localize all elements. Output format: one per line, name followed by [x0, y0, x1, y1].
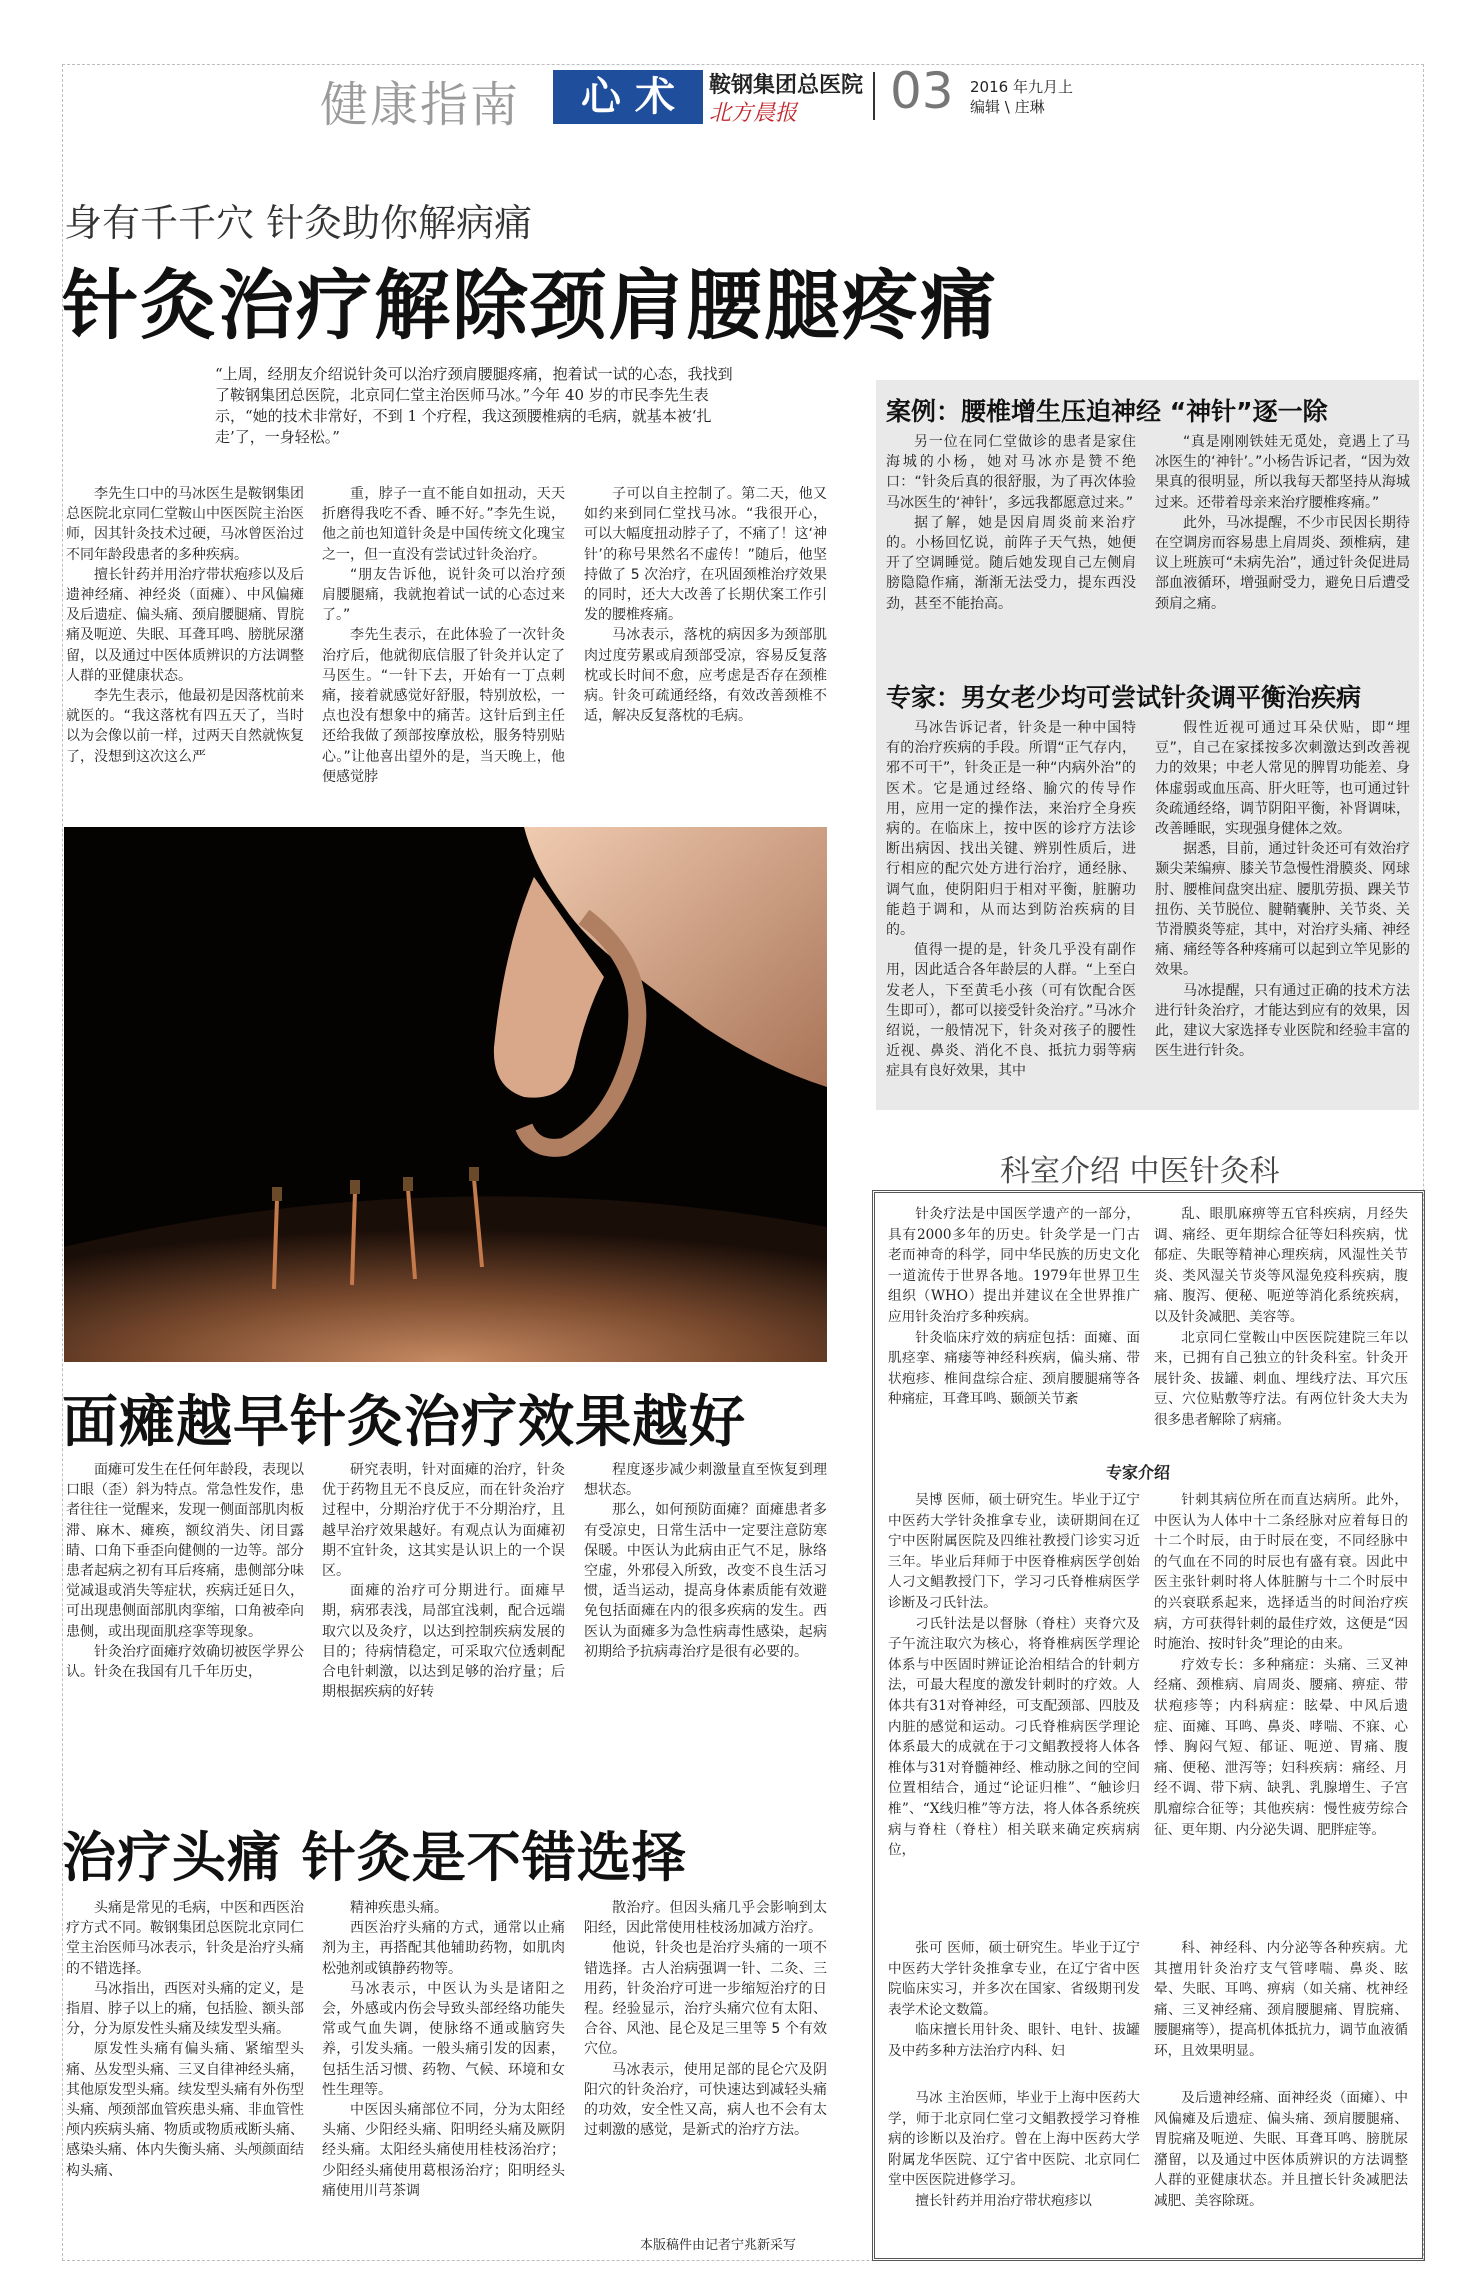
paragraph: 针灸治疗面瘫疗效确切被医学界公认。针灸在我国有几千年历史，	[66, 1643, 304, 1681]
paragraph: 擅长针药并用治疗带状疱疹以	[915, 2192, 1092, 2209]
paragraph: 马冰告诉记者，针灸是一种中国特有的治疗疾病的手段。所谓“正气存内，邪不可干”，针灸正是一种“内病外治”的医术。它是通过经络、腧穴的传导作用，应用一定的操作法，来治疗全身疾病的。在临床上，按中医的诊疗方法诊断出病因、找出关键、辨别性质后，进行相应的配穴处方进行治疗，通经脉、调气血，使阴阳归于相对平衡，脏腑功能趋于调和，从而达到防治疾病的目的。	[886, 720, 1136, 939]
facial-title: 面瘫越早针灸治疗效果越好	[62, 1390, 746, 1455]
article1-col1	[66, 484, 304, 767]
expert-mabing-col1	[888, 2088, 1140, 2212]
expert-title: 专家：男女老少均可尝试针灸调平衡治疾病	[886, 683, 1362, 712]
partner-logo: 北方晨报	[709, 101, 798, 126]
paragraph: 李先生表示，他最初是因落枕前来就医的。“我这落枕有四五天了，当时以为会像以前一样，过两天自然就恢复了，没想到这次这么严	[66, 688, 304, 765]
paragraph: 李先生表示，在此体验了一次针灸治疗后，他就彻底信服了针灸并认定了马医生。“一针下去，开始有一丁点刺痛，接着就感觉好舒服，特别放松，一点也没有想象中的痛苦。这针后到主任还给我做了颈部按摩放松，服务特别贴心。”让他喜出望外的是，当天晚上，他便感觉脖	[322, 627, 565, 785]
paragraph: 据悉，目前，通过针灸还可有效治疗颞尖茉编痹、膝关节急慢性滑膜炎、网球肘、腰椎间盘突出症、腰肌劳损、踝关节扭伤、关节脱位、腱鞘囊肿、关节炎、关节滑膜炎等症，其中，对治疗头痛、神经痛、痛经等各种疼痛可以起到立竿见影的效果。	[1155, 841, 1410, 979]
paragraph: 面瘫的治疗可分期进行。面瘫早期，病邪表浅，局部宜浅刺，配合远端取穴以及灸疗，以达到控制疾病发展的目的；待病情稳定，可采取穴位透刺配合电针刺激，以达到足够的治疗量；后期根据疾病的好转	[322, 1583, 565, 1701]
acupuncture-illustration	[64, 827, 827, 1362]
paragraph: 针灸临床疗效的病症包括：面瘫、面肌痉挛、痛痿等神经科疾病，偏头痛、带状疱疹、椎间盘综合症、颈肩腰腿痛等各种痛症，耳聋耳鸣、颞颌关节紊	[888, 1329, 1140, 1408]
facial-col2	[322, 1460, 565, 1702]
paragraph: 他说，针灸也是治疗头痛的一项不错选择。古人治病强调一针、二灸、三用药，针灸治疗可进一步缩短治疗的日程。经验显示，治疗头痛穴位有太阳、合谷、风池、昆仑及足三里等 5 个有效穴位。	[584, 1940, 827, 2058]
article1-col3	[584, 484, 827, 726]
paragraph: 疗效专长：多种痛症：头痛、三叉神经痛、颈椎病、肩周炎、腰痛、痹症、带状疱疹等；内科病症：眩晕、中风后遗症、面瘫、耳鸣、鼻炎、哮喘、不寐、心悸、胸闷气短、郁证、呃逆、胃痛、腹痛、便秘、泄泻等；妇科疾病：痛经、月经不调、带下病、缺乳、乳腺增生、子宫肌瘤综合征等；其他疾病：慢性疲劳综合征、更年期、内分泌失调、肥胖症等。	[1154, 1656, 1408, 1838]
paragraph: “真是刚刚铁娃无觅处，竟遇上了马冰医生的‘神针’。”小杨告诉记者，“因为效果真的很明显，所以我每天都坚持从海城过来。还带着母亲来治疗腰椎疼痛。”	[1155, 434, 1410, 511]
article1-col2	[322, 484, 565, 787]
headache-col3	[584, 1898, 827, 2140]
paragraph: 李先生口中的马冰医生是鞍钢集团总医院北京同仁堂鞍山中医医院主治医师，因其针灸技术过硬，马冰曾医治过不同年龄段患者的多种疾病。	[66, 486, 304, 563]
lead-quote: “上周，经朋友介绍说针灸可以治疗颈肩腰腿疼痛，抱着试一试的心态，我找到了鞍钢集团总医院，北京同仁堂主治医师马冰。”今年 40 岁的市民李先生表示，“她的技术非常好，不到 1 个疗程，我这颈腰椎病的毛病，就基本被‘扎走’了，一身轻松。”	[215, 365, 733, 446]
paragraph: 张可 医师，硕士研究生。毕业于辽宁中医药大学针灸推拿专业，在辽宁省中医院临床实习，并多次在国家、省级期刊发表学术论文数篇。	[888, 1940, 1140, 2018]
headache-col1	[66, 1898, 304, 2181]
paragraph: 头痛是常见的毛病，中医和西医治疗方式不同。鞍钢集团总医院北京同仁堂主治医师马冰表示，针灸是治疗头痛的不错选择。	[66, 1900, 304, 1977]
paragraph: 假性近视可通过耳朵伏贴，即“埋豆”，自己在家揉按多次刺激达到改善视力的效果；中老人常见的脾胃功能差、身体虚弱或血压高、肝火旺等，也可通过针灸疏通经络，调节阴阳平衡，补肾调味，改善睡眠，实现强身健体之效。	[1155, 720, 1410, 838]
facial-col1	[66, 1460, 304, 1682]
paragraph: 针灸疗法是中国医学遗产的一部分，具有2000多年的历史。针灸学是一门古老而神奇的科学，同中华民族的历史文化一道流传于世界各地。1979年世界卫生组织（WHO）提出并建议在全世界推广应用针灸治疗多种疾病。	[888, 1206, 1140, 1325]
section-title: 健康指南	[320, 77, 521, 133]
paragraph: 刁氏针法是以督脉（脊柱）夹脊穴及子午流注取穴为核心，将脊椎病医学理论体系与中医固时辨证论治相结合的针刺方法，可最大程度的激发针刺时的疗效。人体共有31对脊神经，可支配颈部、四肢及内脏的感觉和运动。刁氏脊椎病医学理论体系最大的成就在于刁文鲳教授将人体各椎体与31对脊髓神经、椎动脉之间的空间位置相结合，通过“论证归椎”、“触诊归椎”、“X线归椎”等方法，将人体各系统疾病与脊柱（脊柱）相关联来确定疾病病位，	[888, 1615, 1140, 1859]
paragraph: 马冰表示，中医认为头是诸阳之会，外感或内伤会导致头部经络功能失常或气血失调，使脉络不通或脑窍失养，引发头痛。一般头痛引发的因素，包括生活习惯、药物、气候、环境和女性生理等。	[322, 1980, 565, 2098]
headline-subtitle: 身有千千穴 针灸助你解病痛	[64, 201, 533, 245]
expert-zhangke-col2	[1154, 1938, 1408, 2062]
paragraph: 精神疾患头痛。	[350, 1900, 448, 1916]
editor-credit: 编辑 \ 庄琳	[970, 98, 1045, 116]
keshi-col1	[888, 1204, 1140, 1410]
header-divider	[873, 72, 875, 120]
expert-mabing-col2	[1154, 2088, 1408, 2212]
paragraph: 那么，如何预防面瘫？面瘫患者多有受凉史，日常生活中一定要注意防寒保暖。中医认为此病由正气不足，脉络空虚，外邪侵入所致，改变不良生活习惯，适当运动，提高身体素质能有效避免包括面瘫在内的很多疾病的发生。西医认为面瘫多为急性病毒性感染，起病初期给予抗病毒治疗是很有必要的。	[584, 1502, 827, 1660]
headache-col2	[322, 1898, 565, 2201]
expert-col2	[1155, 718, 1410, 1061]
paragraph: 另一位在同仁堂做诊的患者是家住海城的小杨，她对马冰亦是赞不绝口：“针灸后真的很舒服，为了再次体验马冰医生的‘神针’，多远我都愿意过来。”	[886, 434, 1136, 511]
experts-heading: 专家介绍	[1106, 1463, 1171, 1482]
paragraph: 面瘫可发生在任何年龄段，表现以口眼（歪）斜为特点。常急性发作，患者往往一觉醒来，发现一侧面部肌肉板滞、麻木、瘫痪，额纹消失、闭目露睛、口角下垂歪向健侧的一边等。部分患者起病之初有耳后疼痛，患侧部分味觉减退或消失等症状，疾病迁延日久，可出现患侧面部肌肉挛缩，口角被牵向患侧，或出现面肌痉挛等现象。	[66, 1462, 304, 1640]
paragraph: 马冰 主治医师，毕业于上海中医药大学，师于北京同仁堂刁文鲳教授学习脊椎病的诊断以及治疗。曾在上海中医药大学附属龙华医院、辽宁省中医院、北京同仁堂中医医院进修学习。	[888, 2090, 1140, 2189]
xinshu-logo: 心 术	[553, 70, 703, 124]
paragraph: 程度逐步减少刺激量直至恢复到理想状态。	[584, 1462, 827, 1499]
paragraph: 马冰指出，西医对头痛的定义，是指眉、脖子以上的痛，包括脸、额头部分，分为原发性头痛及续发型头痛。	[66, 1980, 304, 2038]
case-col2	[1155, 432, 1410, 614]
byline: 本版稿件由记者宁兆新采写	[640, 2238, 797, 2253]
expert-wubo-col2	[1154, 1490, 1408, 1840]
paragraph: “朋友告诉他，说针灸可以治疗颈肩腰腿痛，我就抱着试一试的心态过来了。”	[322, 566, 565, 624]
paragraph: 及后遗神经痛、面神经炎（面瘫）、中风偏瘫及后遗症、偏头痛、颈肩腰腿痛、胃脘痛及呃逆、失眠、耳聋耳鸣、膀胱尿潴留，以及通过中医体质辨识的方法调整人群的亚健康状态。并且擅长针灸减肥法减肥、美容除斑。	[1154, 2090, 1408, 2209]
acupuncture-photo	[64, 827, 827, 1362]
paragraph: 中医因头痛部位不同，分为太阳经头痛、少阳经头痛、阳明经头痛及厥阴经头痛。太阳经头痛使用桂枝汤治疗；少阳经头痛使用葛根汤治疗；阳明经头痛使用川芎茶调	[322, 2102, 565, 2199]
hospital-name: 鞍钢集团总医院	[709, 73, 864, 98]
paragraph: 北京同仁堂鞍山中医医院建院三年以来，已拥有自己独立的针灸科室。针灸开展针灸、拔罐、刺血、埋线疗法、耳穴压豆、穴位贴敷等疗法。有两位针灸大夫为很多患者解除了病痛。	[1154, 1329, 1408, 1428]
headache-title: 治疗头痛 针灸是不错选择	[62, 1826, 687, 1889]
paragraph: 此外，马冰提醒，不少市民因长期待在空调房而容易患上肩周炎、颈椎病，建议上班族可“未病先治”，通过针灸促进局部血液循环，增强耐受力，避免日后遭受颈肩之痛。	[1155, 514, 1410, 612]
expert-wubo-col1	[888, 1490, 1140, 1861]
paragraph: 针刺其病位所在而直达病所。此外，中医认为人体中十二条经脉对应着每日的十二个时辰，由于时辰在变，不同经脉中的气血在不同的时辰也有盛有衰。因此中医主张针刺时将人体脏腑与十二个时辰中的兴衰联系起来，选择适当的时间治疗疾病，方可获得针刺的最佳疗效，这便是“因时施治、按时针灸”理论的由来。	[1154, 1492, 1408, 1653]
paragraph: 研究表明，针对面瘫的治疗，针灸优于药物且无不良反应，而在针灸治疗过程中，分期治疗优于不分期治疗，且越早治疗效果越好。有观点认为面瘫初期不宜针灸，这其实是认识上的一个误区。	[322, 1462, 565, 1580]
paragraph: 散治疗。但因头痛几乎会影响到太阳经，因此常使用桂枝汤加减方治疗。	[584, 1900, 827, 1937]
case-col1	[886, 432, 1136, 614]
paragraph: 科、神经科、内分泌等各种疾病。尤其擅用针灸治疗支气管哮喘、鼻炎、眩晕、失眠、耳鸣、痹病（如关痛、枕神经痛、三叉神经痛、颈肩腰腿痛、胃脘痛、腰腿痛等），提高机体抵抗力，调节血液循环，且效果明显。	[1154, 1940, 1408, 2059]
paragraph: 吴博 医师，硕士研究生。毕业于辽宁中医药大学针灸推拿专业，读研期间在辽宁中医附属医院及四维社教授门诊实习近三年。毕业后拜师于中医脊椎病医学创始人刁文鲳教授门下，学习刁氏脊椎病医学诊断及刁氏针法。	[888, 1492, 1140, 1611]
paragraph: 重，脖子一直不能自如扭动，天天折磨得我吃不香、睡不好。”李先生说，他之前也知道针灸是中国传统文化瑰宝之一，但一直没有尝试过针灸治疗。	[322, 486, 565, 563]
page-number: 03	[890, 62, 954, 120]
paragraph: 擅长针药并用治疗带状疱疹以及后遗神经痛、神经炎（面瘫）、中风偏瘫及后遗症、偏头痛、颈肩腰腿痛、胃脘痛及呃逆、失眠、耳聋耳鸣、膀胱尿潴留，以及通过中医体质辨识的方法调整人群的亚健康状态。	[66, 566, 304, 684]
paragraph: 西医治疗头痛的方式，通常以止痛剂为主，再搭配其他辅助药物，如肌肉松弛剂或镇静药物等。	[322, 1920, 565, 1977]
expert-col1	[886, 718, 1136, 1082]
paragraph: 原发性头痛有偏头痛、紧缩型头痛、丛发型头痛、三叉自律神经头痛，其他原发型头痛。续发型头痛有外伤型头痛、颅颈部血管疾患头痛、非血管性颅内疾病头痛、物质或物质戒断头痛、感染头痛、体内失衡头痛、头颅颜面结构头痛、	[66, 2041, 304, 2179]
paragraph: 值得一提的是，针灸几乎没有副作用，因此适合各年龄层的人群。“上至白发老人，下至黄毛小孩（可有饮配合医生即可），都可以接受针灸治疗。”马冰介绍说，一般情况下，针灸对孩子的腰性近视、鼻炎、消化不良、抵抗力弱等病症具有良好效果，其中	[886, 942, 1136, 1080]
paragraph: 马冰表示，落枕的病因多为颈部肌肉过度劳累或肩颈部受凉，容易反复落枕或长时间不愈，应考虑是否存在颈椎病。针灸可疏通经络，有效改善颈椎不适，解决反复落枕的毛病。	[584, 627, 827, 725]
keshi-col2	[1154, 1204, 1408, 1431]
case-title: 案例：腰椎增生压迫神经 “神针”逐一除	[886, 397, 1328, 426]
paragraph: 乱、眼肌麻痹等五官科疾病，月经失调、痛经、更年期综合征等妇科疾病，忧郁症、失眠等精神心理疾病，风湿性关节炎、类风湿关节炎等风湿免疫科疾病，腹痛、腹泻、便秘、呃逆等消化系统疾病，以及针灸减肥、美容等。	[1154, 1206, 1408, 1325]
paragraph: 马冰提醒，只有通过正确的技术方法进行针灸治疗，才能达到应有的效果，因此，建议大家选择专业医院和经验丰富的医生进行针灸。	[1155, 982, 1410, 1060]
headline-title: 针灸治疗解除颈肩腰腿疼痛	[62, 261, 998, 350]
keshi-title: 科室介绍 中医针灸科	[1000, 1154, 1280, 1189]
paragraph: 子可以自主控制了。第二天，他又如约来到同仁堂找马冰。“我很开心，可以大幅度扭动脖子了，不痛了！这‘神针’的称号果然名不虚传！”随后，他坚持做了 5 次治疗，在巩固颈椎治疗效果的同时，还大大改善了长期伏案工作引发的腰椎疼痛。	[584, 486, 827, 624]
paragraph: 临床擅长用针灸、眼针、电针、拔罐及中药多种方法治疗内科、妇	[888, 2022, 1140, 2059]
paragraph: 据了解，她是因肩周炎前来治疗的。小杨回忆说，前阵子天气热，她便开了空调睡觉。随后她发现自己左侧肩膀隐隐作痛，渐渐无法受力，提东西没劲，甚至不能抬高。	[886, 514, 1136, 612]
expert-zhangke-col1	[888, 1938, 1140, 2062]
facial-col3	[584, 1460, 827, 1662]
issue-date: 2016 年九月上	[970, 78, 1073, 96]
paragraph: 马冰表示，使用足部的昆仑穴及阴阳穴的针灸治疗，可快速达到减轻头痛的功效，安全性又高，病人也不会有太过刺激的感觉，是新式的治疗方法。	[584, 2061, 827, 2139]
